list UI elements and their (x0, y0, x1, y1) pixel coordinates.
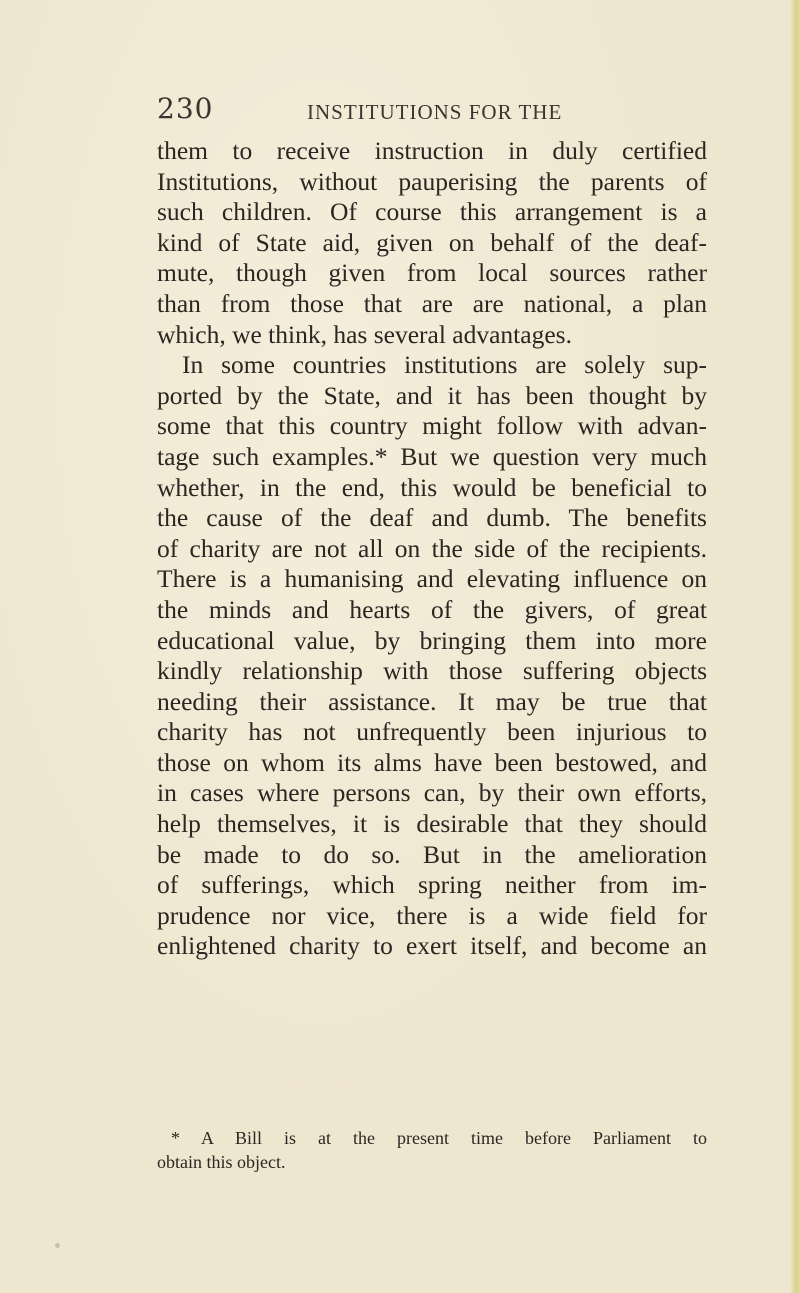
body-text (157, 136, 707, 962)
text-line: ported by the State, and it has been thought by (157, 380, 707, 410)
text-line: the minds and hearts of the givers, of great (157, 594, 707, 624)
text-line: kind of State aid, given on behalf of the deaf- (157, 227, 707, 257)
text-line: be made to do so. But in the amelioration (157, 839, 707, 869)
text-line: help themselves, it is desirable that they should (157, 809, 707, 839)
text-line: mute, though given from local sources rather (157, 258, 707, 288)
text-line: needing their assistance. It may be true that (157, 686, 707, 716)
text-line: of sufferings, which spring neither from im- (157, 870, 707, 900)
text-line: which, we think, has several advantages. (157, 319, 572, 349)
text-line: such children. Of course this arrangement is a (157, 197, 707, 227)
text-line: Institutions, without pauperising the parents of (157, 166, 707, 196)
text-line: those on whom its alms have been bestowed, and (157, 747, 707, 777)
page-edge-shadow (790, 0, 800, 1293)
text-line: kindly relationship with those suffering objects (157, 656, 707, 686)
text-line: educational value, by bringing them into more (157, 625, 707, 655)
text-line: charity has not unfrequently been injurious to (157, 717, 707, 747)
running-head: INSTITUTIONS FOR THE (307, 100, 563, 124)
text-line: In some countries institutions are solely sup- (182, 350, 707, 380)
text-line: There is a humanising and elevating influence on (157, 564, 707, 594)
text-line: prudence nor vice, there is a wide field for (157, 900, 707, 930)
footnote (157, 1126, 707, 1174)
footnote-line: * A Bill is at the present time before Parliament to (171, 1128, 707, 1148)
page-header (157, 92, 757, 132)
text-line: some that this country might follow with advan- (157, 411, 707, 441)
paper-speck (55, 1243, 60, 1248)
text-line: tage such examples.* But we question very much (157, 441, 707, 471)
text-line: than from those that are are national, a plan (157, 288, 707, 318)
page-number: 230 (157, 92, 214, 125)
text-line: the cause of the deaf and dumb. The benefits (157, 503, 707, 533)
text-line: whether, in the end, this would be beneficial to (157, 472, 707, 502)
text-line: in cases where persons can, by their own efforts, (157, 778, 707, 808)
footnote-line: obtain this object. (157, 1152, 286, 1172)
text-line: enlightened charity to exert itself, and become an (157, 931, 707, 961)
text-line: them to receive instruction in duly certified (157, 136, 707, 165)
text-line: of charity are not all on the side of the recipients. (157, 533, 707, 563)
